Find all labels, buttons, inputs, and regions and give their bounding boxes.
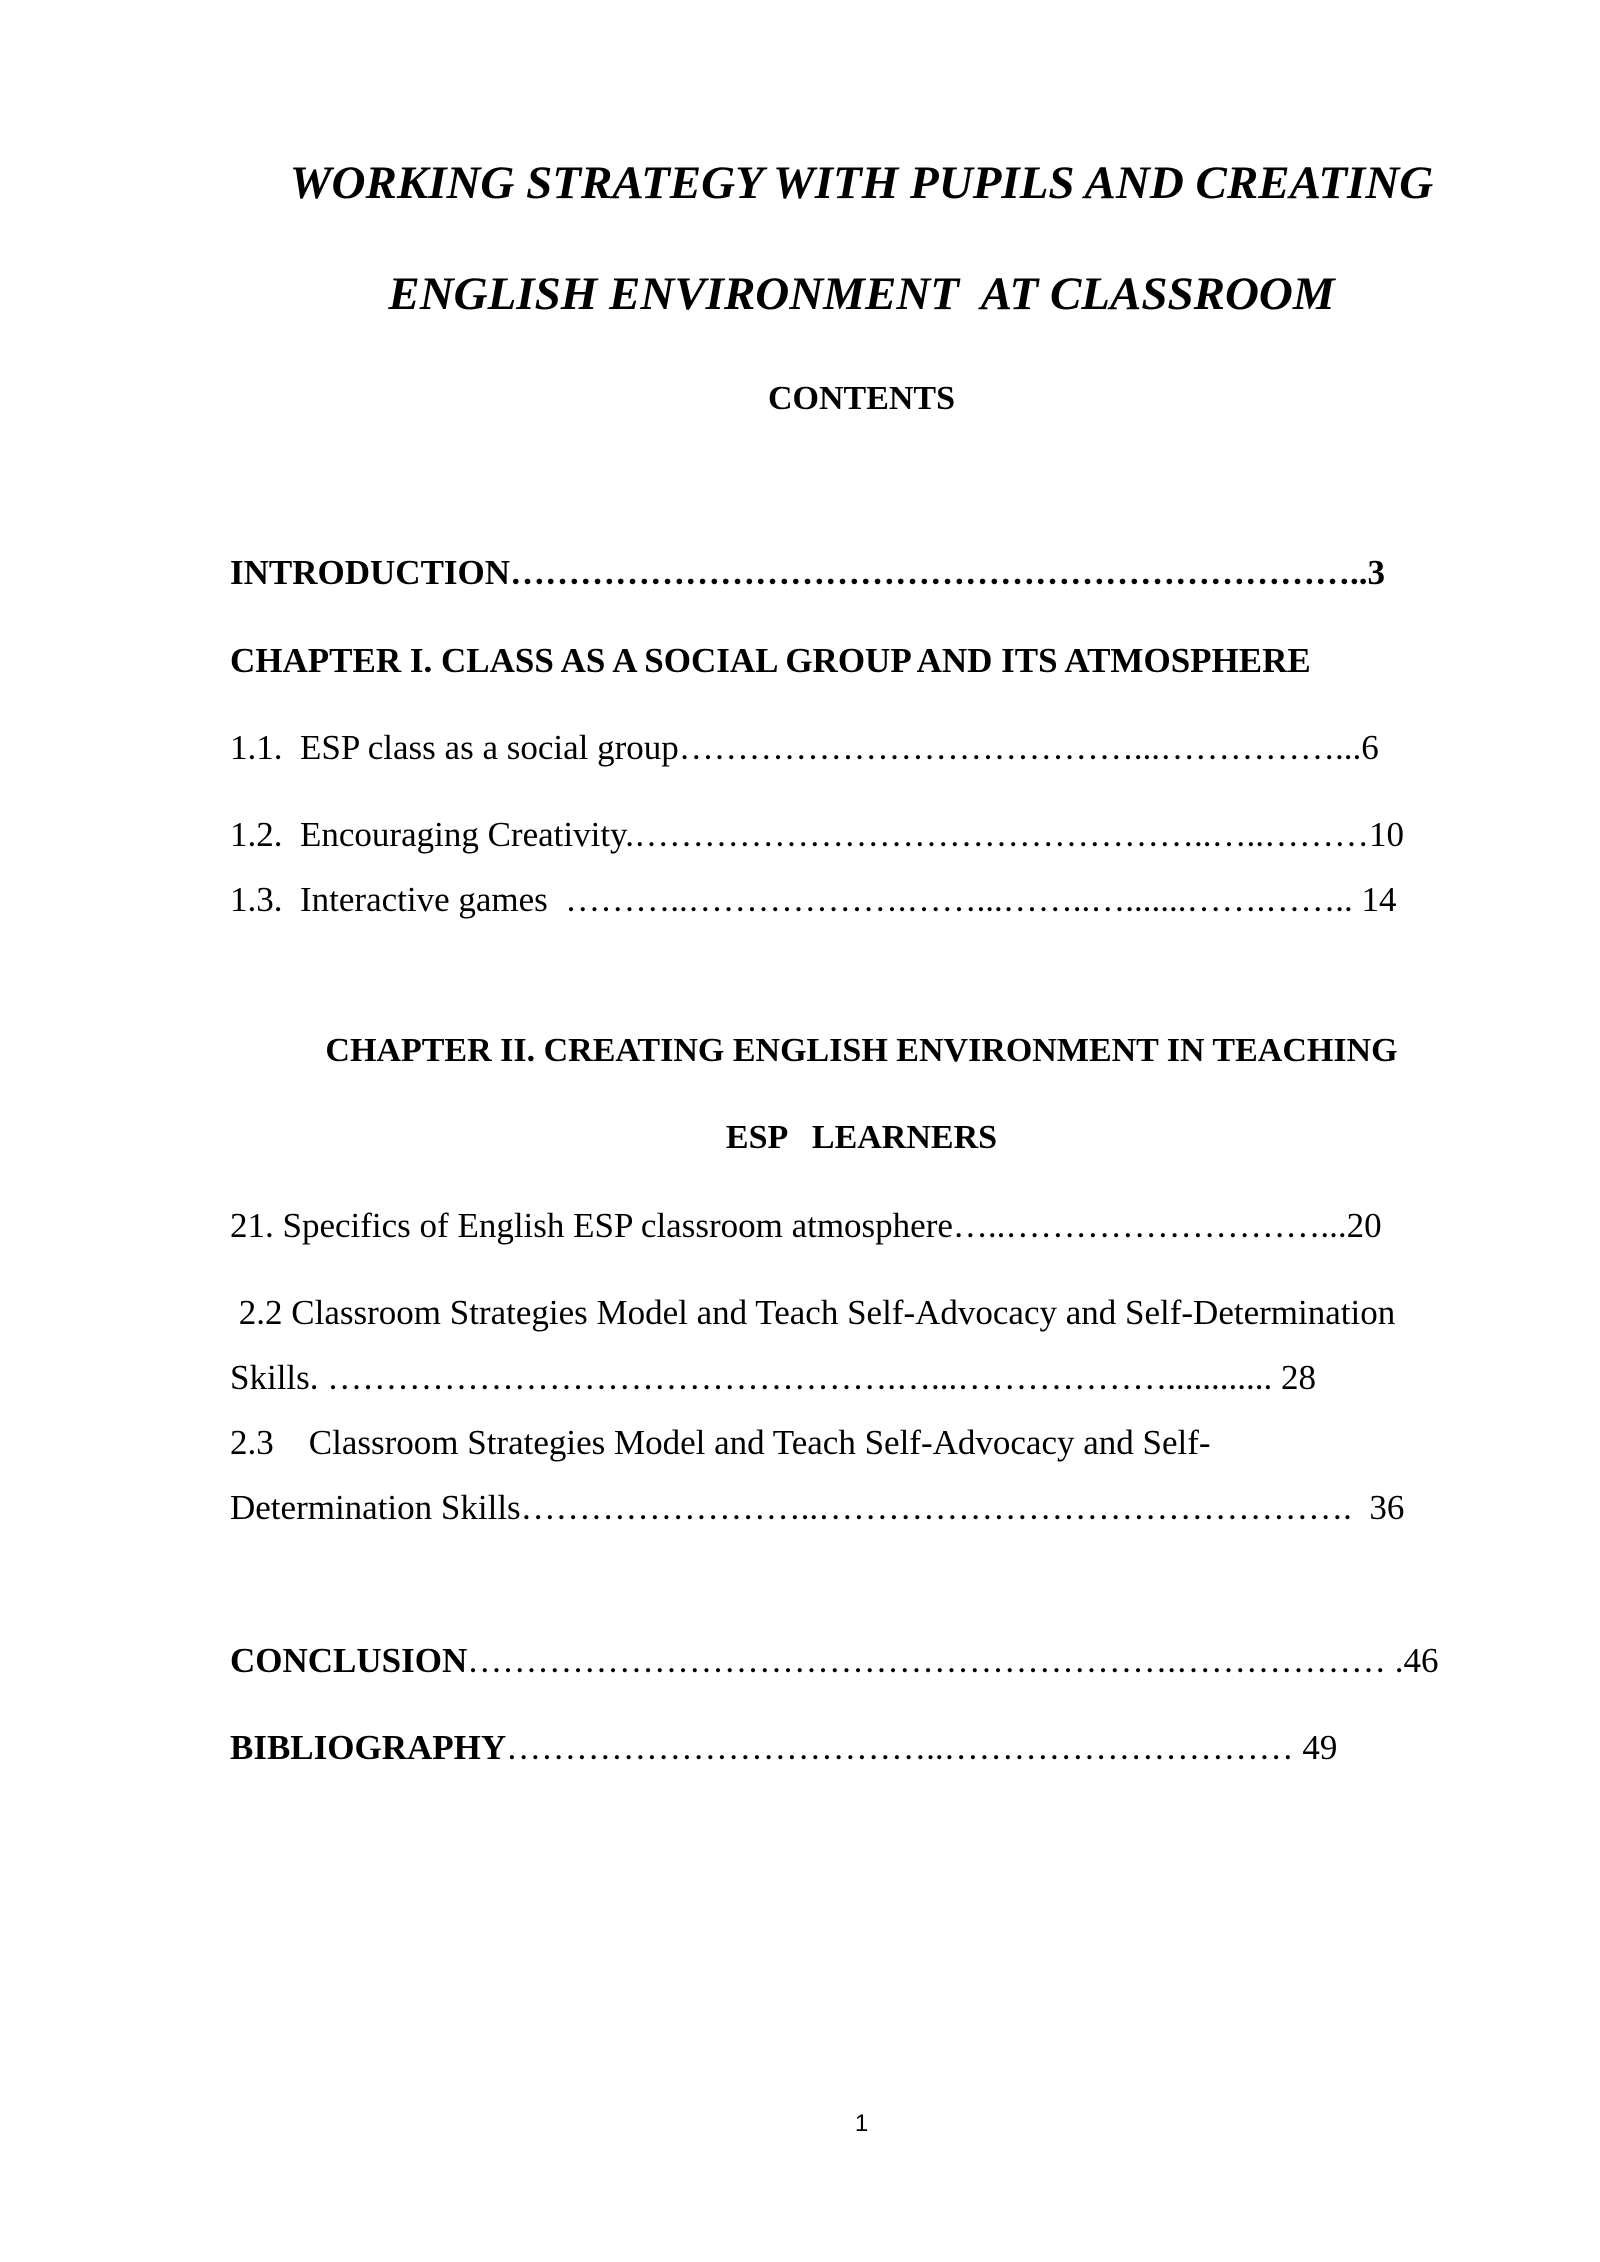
document-title-line-1: WORKING STRATEGY WITH PUPILS AND CREATING bbox=[289, 157, 1434, 209]
toc-entry-2-3-line-2: Determination Skills……………………..………………………………………. 36 bbox=[230, 1488, 1405, 1527]
toc-entry-conclusion bbox=[230, 1643, 1439, 1678]
toc-entry-2-3-line-1: 2.3 Classroom Strategies Model and Teach Self-Advocacy and Self- bbox=[230, 1423, 1211, 1462]
toc-entry-bibliography bbox=[230, 1730, 1337, 1765]
toc-chapter-1-heading: CHAPTER I. CLASS AS A SOCIAL GROUP AND ITS ATMOSPHERE bbox=[230, 641, 1311, 680]
document-title-line-2: ENGLISH ENVIRONMENT AT CLASSROOM bbox=[388, 268, 1335, 320]
toc-bibliography-label: BIBLIOGRAPHY bbox=[230, 1728, 507, 1767]
toc-bibliography-leader: ………………………………..………………………… 49 bbox=[506, 1728, 1338, 1767]
toc-conclusion-label: CONCLUSION bbox=[230, 1641, 468, 1680]
toc-entry-2-2-line-1: 2.2 Classroom Strategies Model and Teach Self-Advocacy and Self-Determination bbox=[230, 1293, 1396, 1332]
toc-entry-1-2: 1.2. Encouraging Creativity.…………………………………………..…..………10 bbox=[230, 815, 1405, 854]
toc-conclusion-leader: …………………………………………………….……………… .46 bbox=[467, 1641, 1439, 1680]
contents-heading: CONTENTS bbox=[767, 380, 956, 417]
toc-chapter-2-heading-line-2: ESP LEARNERS bbox=[725, 1119, 998, 1156]
toc-chapter-2-heading-line-1: CHAPTER II. CREATING ENGLISH ENVIRONMENT IN TEACHING bbox=[325, 1032, 1398, 1069]
toc-entry-1-3: 1.3. Interactive games ………..……………….……...……..….......…….…….. 14 bbox=[230, 880, 1397, 919]
toc-entry-2-2-line-2: Skills. ………………………………………….…...………………............ 28 bbox=[230, 1358, 1317, 1397]
page-number: 1 bbox=[854, 2110, 869, 2137]
toc-entry-2-1: 21. Specifics of English ESP classroom atmosphere…..………………………...20 bbox=[230, 1206, 1382, 1245]
toc-entry-introduction: INTRODUCTION………………………………………………………………..3 bbox=[230, 553, 1386, 592]
toc-entry-1-1: 1.1. ESP class as a social group…………………………………...……………...6 bbox=[230, 728, 1379, 767]
